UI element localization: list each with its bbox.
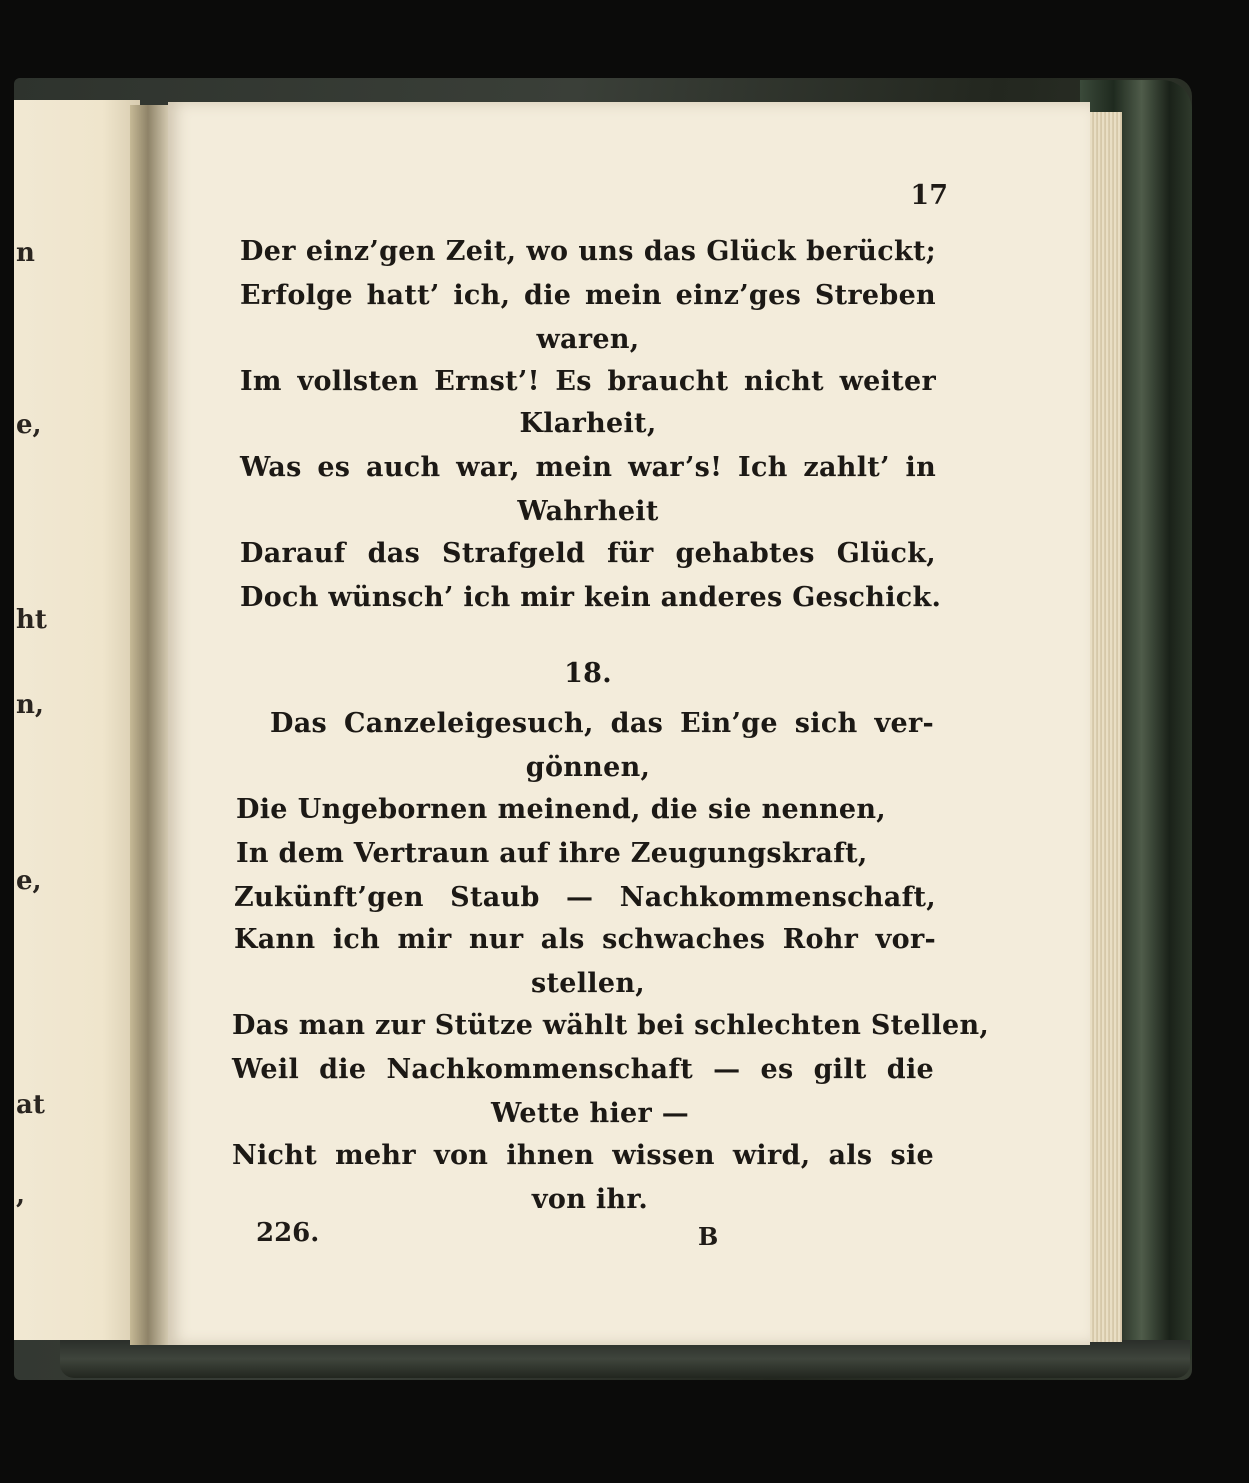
text-line: Zukünft’gen Staub — Nachkommenschaft, — [234, 882, 936, 913]
text-line: In dem Vertraun auf ihre Zeugungskraft, — [236, 838, 868, 869]
left-fragment: e, — [16, 410, 42, 440]
text-line: Das man zur Stütze wählt bei schlechten Stellen, — [232, 1010, 990, 1041]
left-fragment: e, — [16, 866, 42, 896]
right-page — [168, 102, 1090, 1345]
signature-mark: 226. — [256, 1218, 320, 1248]
stanza-number: 18. — [564, 658, 612, 689]
text-line: Klarheit, — [519, 408, 657, 439]
signature-letter: B — [698, 1222, 719, 1251]
text-line: Im vollsten Ernst’! Es braucht nicht weiter — [240, 366, 936, 397]
cover-bottom-edge — [60, 1340, 1190, 1378]
text-line: Darauf das Strafgeld für gehabtes Glück, — [240, 538, 936, 569]
text-line: Weil die Nachkommenschaft — es gilt die — [232, 1054, 934, 1085]
text-line: Nicht mehr von ihnen wissen wird, als sie — [232, 1140, 934, 1171]
page-number: 17 — [910, 180, 948, 211]
text-line: Der einz’gen Zeit, wo uns das Glück berückt; — [240, 236, 936, 267]
left-fragment: at — [16, 1090, 45, 1120]
text-line: von ihr. — [531, 1184, 649, 1215]
text-line: Wahrheit — [517, 496, 659, 527]
text-line: Wette hier — — [490, 1098, 690, 1129]
left-fragment: n, — [16, 690, 44, 720]
left-fragment: n — [16, 238, 35, 268]
text-line: waren, — [536, 324, 640, 355]
text-line: Kann ich mir nur als schwaches Rohr vor- — [234, 924, 936, 955]
text-line: stellen, — [531, 968, 645, 999]
text-line: Erfolge hatt’ ich, die mein einz’ges Streben — [240, 280, 936, 311]
left-fragment: , — [16, 1180, 26, 1210]
text-line: Das Canzeleigesuch, das Ein’ge sich ver- — [270, 708, 934, 739]
text-line: Was es auch war, mein war’s! Ich zahlt’ in — [240, 452, 936, 483]
left-fragment: ht — [16, 605, 47, 635]
page-content — [168, 102, 1090, 1345]
text-line: Doch wünsch’ ich mir kein anderes Geschick. — [240, 582, 942, 613]
text-line: Die Ungebornen meinend, die sie nennen, — [236, 794, 886, 825]
book-gutter — [130, 105, 170, 1345]
left-page-text-fragments — [14, 100, 54, 1340]
left-facing-page — [14, 100, 140, 1340]
text-line: gönnen, — [525, 752, 651, 783]
